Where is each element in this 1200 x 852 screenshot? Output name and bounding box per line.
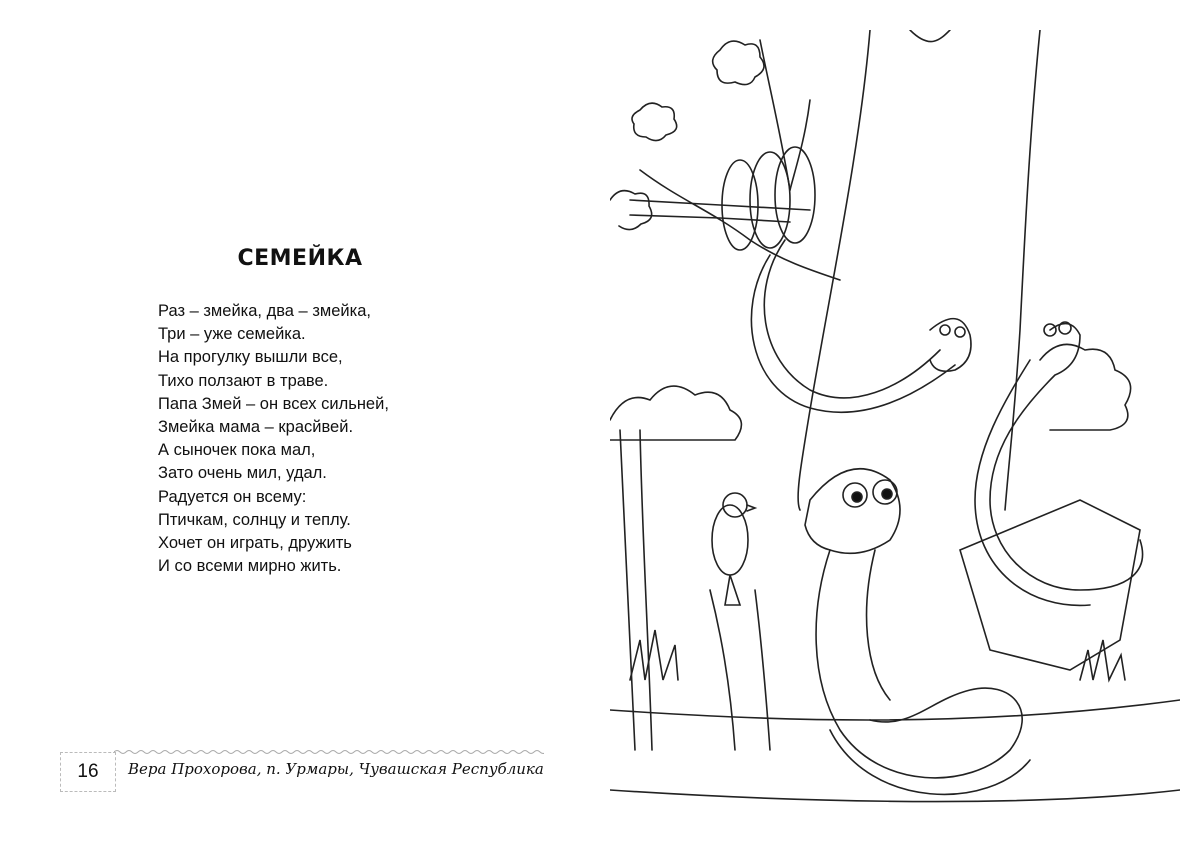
poem-line: Три – уже семейка.: [158, 325, 306, 344]
page-number: 16: [60, 752, 116, 792]
poem-line: На прогулку вышли все,: [158, 348, 343, 367]
poem-line: Птичкам, солнцу и теплу.: [158, 510, 351, 529]
poem-line: Змейка мама – красйвей.: [158, 418, 354, 437]
snake-family-illustration: [610, 30, 1180, 820]
poem-line: Раз – змейка, два – змейка,: [158, 302, 371, 320]
poem-title: СЕМЕЙКА: [237, 246, 363, 271]
poem-line: Зато очень мил, удал.: [158, 464, 327, 483]
poem-line: Хочет он играть, дружить: [158, 534, 352, 553]
poem-text: [158, 300, 389, 578]
author-credit: Вера Прохорова, п. Урмары, Чувашская Республика: [128, 760, 544, 778]
poem-line: А сыночек пока мал,: [158, 441, 316, 460]
footer-wavy-divider: [114, 748, 544, 756]
poem-line: Папа Змей – он всех сильней,: [158, 394, 389, 413]
poem-line: И со всеми мирно жить.: [158, 557, 342, 576]
poem-line: Тихо ползают в траве.: [158, 371, 329, 390]
poem-line: Радуется он всему:: [158, 487, 307, 506]
